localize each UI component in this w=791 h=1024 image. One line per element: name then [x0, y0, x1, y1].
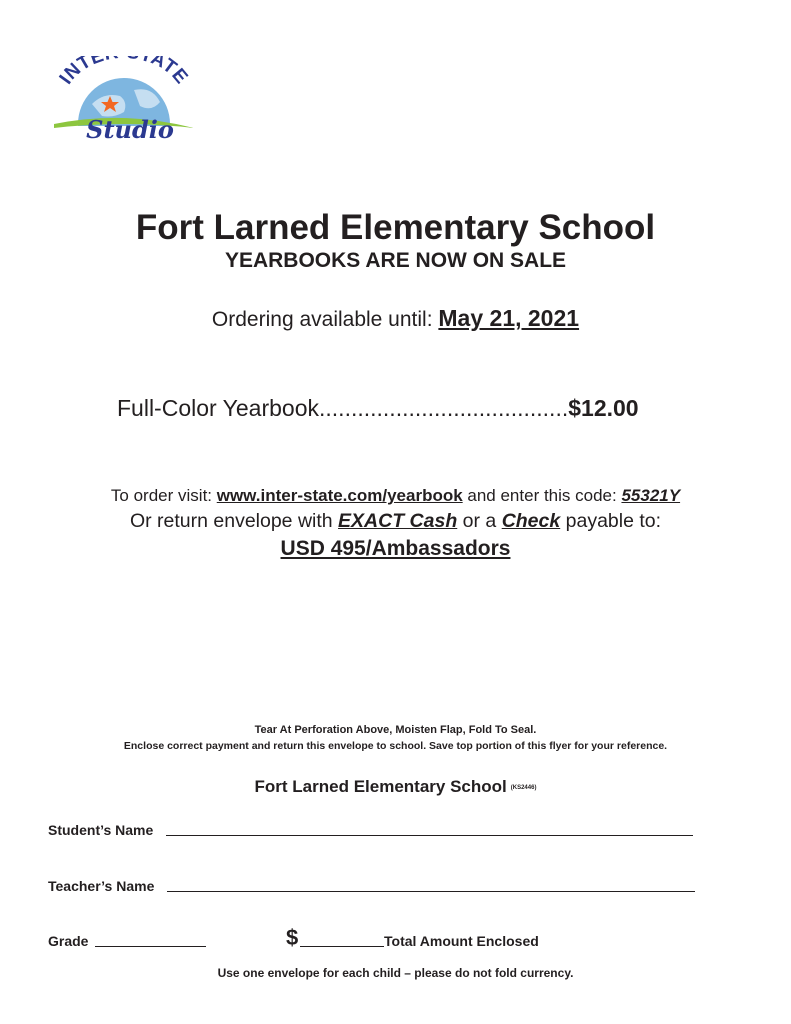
exact-cash-text: EXACT Cash	[338, 510, 458, 532]
student-name-label: Student’s Name	[48, 822, 154, 838]
payable-text: payable to:	[560, 510, 662, 532]
school-title: Fort Larned Elementary School	[135, 208, 656, 247]
return-prefix: Or return envelope with	[129, 510, 339, 532]
inter-state-studio-logo	[48, 56, 200, 146]
order-online-line	[0, 485, 791, 507]
globe-logo-icon	[48, 56, 200, 146]
product-name: Full-Color Yearbook	[117, 395, 320, 421]
dollar-sign: $	[286, 925, 299, 950]
visit-prefix: To order visit:	[110, 486, 217, 505]
amount-field[interactable]	[300, 946, 384, 947]
or-text: or a	[457, 510, 502, 532]
sale-heading: YEARBOOKS ARE NOW ON SALE	[224, 249, 567, 272]
tear-instructions: Tear At Perforation Above, Moisten Flap, Fold To Seal.	[254, 724, 537, 736]
code-prefix: and enter this code:	[462, 486, 622, 505]
grade-label: Grade	[48, 933, 89, 949]
order-deadline-label: Ordering available until:	[211, 308, 439, 331]
order-code: 55321Y	[621, 486, 681, 505]
school-code: (KS2446)	[510, 784, 537, 791]
student-name-field[interactable]	[166, 835, 693, 836]
payee-name: USD 495/Ambassadors	[280, 537, 511, 560]
logo-top-text: INTE ATE	[55, 56, 192, 89]
teacher-name-label: Teacher’s Name	[48, 878, 155, 894]
grade-field[interactable]	[95, 946, 206, 947]
teacher-name-field[interactable]	[167, 891, 695, 892]
order-deadline	[0, 304, 791, 334]
price-line	[117, 393, 717, 423]
product-price: $12.00	[568, 395, 639, 421]
enclose-instructions: Enclose correct payment and return this envelope to school. Save top portion of this flyer for your reference.	[123, 740, 668, 752]
envelope-school-title: Fort Larned Elementary School	[254, 777, 507, 796]
return-envelope-line	[0, 508, 791, 534]
price-leader-dots: .......................................	[319, 395, 569, 421]
order-deadline-date: May 21, 2021	[438, 305, 580, 331]
total-amount-label: Total Amount Enclosed	[384, 933, 539, 949]
check-text: Check	[501, 510, 561, 532]
envelope-school-name	[0, 776, 791, 799]
logo-bottom-text: Studio	[86, 115, 174, 144]
order-url-link[interactable]: www.inter-state.com/yearbook	[216, 486, 463, 505]
footer-note: Use one envelope for each child – please do not fold currency.	[217, 966, 574, 980]
